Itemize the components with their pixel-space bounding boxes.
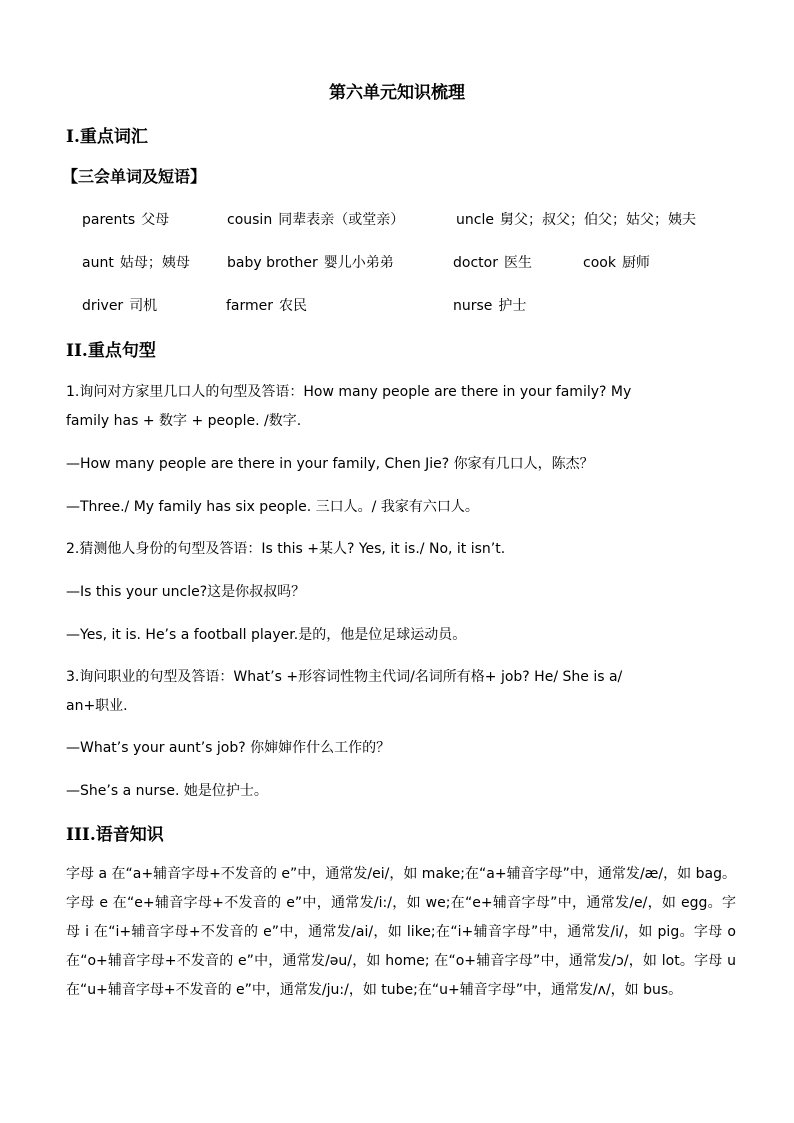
vocab-item xyxy=(227,209,404,229)
vocab-item xyxy=(82,252,190,272)
vocab-english: farmer xyxy=(226,298,274,314)
vocab-english: cook xyxy=(583,255,616,271)
subheading-core-words: 【三会单词及短语】 xyxy=(62,167,207,186)
sentence-line: 2.猜测他人身份的句型及答语：Is this +某人? Yes, it is./ No, it isn’t. xyxy=(66,541,506,557)
vocab-item xyxy=(453,252,532,272)
section-heading-vocabulary: I.重点词汇 xyxy=(66,127,148,147)
vocab-chinese: 姑母；姨母 xyxy=(119,255,190,271)
sentence-line: 3.询问职业的句型及答语：What’s +形容词性物主代词/名词所有格+ job? He/ She is a/ xyxy=(66,669,623,685)
vocab-chinese: 厨师 xyxy=(621,255,650,271)
vocab-chinese: 农民 xyxy=(279,298,308,314)
vocab-item xyxy=(453,295,526,315)
sentence-line: —Yes, it is. He’s a football player.是的，他是位足球运动员。 xyxy=(66,627,467,643)
vocab-chinese: 婴儿小弟弟 xyxy=(323,255,394,271)
vocab-item xyxy=(227,252,394,272)
vocab-chinese: 同辈表亲（或堂亲） xyxy=(278,212,405,228)
sentence-line: —She’s a nurse. 她是位护士。 xyxy=(66,783,268,799)
vocab-chinese: 护士 xyxy=(498,298,527,314)
vocab-english: nurse xyxy=(453,298,493,314)
vocab-item xyxy=(456,209,696,229)
vocab-item xyxy=(82,295,157,315)
phonetics-paragraph: 字母 a 在“a+辅音字母+不发音的 e”中，通常发/ei/，如 make;在“a+辅音字母”中，通常发/æ/，如 bag。字母 e 在“e+辅音字母+不发音的 e”中，通常发/i:/，如 we;在“e+辅音字母”中，通常发/e/，如 egg。字母 i 在“i+辅音字母+不发音的 e”中，通常发/ai/，如 like;在“i+辅音字母”中，通常发/i/，如 pig。字母 o 在“o+辅音字母+不发音的 e”中，通常发/əu/，如 home; 在“o+辅音字母”中，通常发/ɔ/，如 lot。字母 u 在“u+辅音字母+不发音的 e”中，通常发/ju:/，如 tube;在“u+辅音字母”中，通常发/ʌ/，如 bus。 xyxy=(66,866,736,998)
vocab-chinese: 舅父；叔父；伯父；姑父；姨夫 xyxy=(499,212,696,228)
vocab-english: baby brother xyxy=(227,255,318,271)
vocab-chinese: 司机 xyxy=(129,298,158,314)
sentence-line: —Three./ My family has six people. 三口人。/ 我家有六口人。 xyxy=(66,499,479,515)
vocab-english: aunt xyxy=(82,255,114,271)
vocab-english: uncle xyxy=(456,212,494,228)
page-title: 第六单元知识梳理 xyxy=(329,83,465,103)
sentence-line: 1.询问对方家里几口人的句型及答语：How many people are there in your family? My xyxy=(66,384,632,400)
vocab-english: parents xyxy=(82,212,136,228)
vocab-english: doctor xyxy=(453,255,498,271)
vocab-item xyxy=(82,209,169,229)
vocab-chinese: 医生 xyxy=(503,255,532,271)
vocab-item xyxy=(226,295,307,315)
sentence-line: —Is this your uncle?这是你叔叔吗？ xyxy=(66,584,306,600)
sentence-line: —How many people are there in your family, Chen Jie? 你家有几口人，陈杰？ xyxy=(66,456,594,472)
vocab-english: driver xyxy=(82,298,124,314)
section-heading-phonetics: III.语音知识 xyxy=(66,825,164,845)
sentence-line: family has + 数字 + people. /数字. xyxy=(66,413,302,429)
vocab-item xyxy=(583,252,650,272)
vocab-english: cousin xyxy=(227,212,273,228)
vocab-chinese: 父母 xyxy=(141,212,170,228)
sentence-line: an+职业. xyxy=(66,698,128,714)
section-heading-sentence-patterns: II.重点句型 xyxy=(66,341,156,361)
sentence-line: —What’s your aunt’s job? 你婶婶作什么工作的？ xyxy=(66,740,391,756)
